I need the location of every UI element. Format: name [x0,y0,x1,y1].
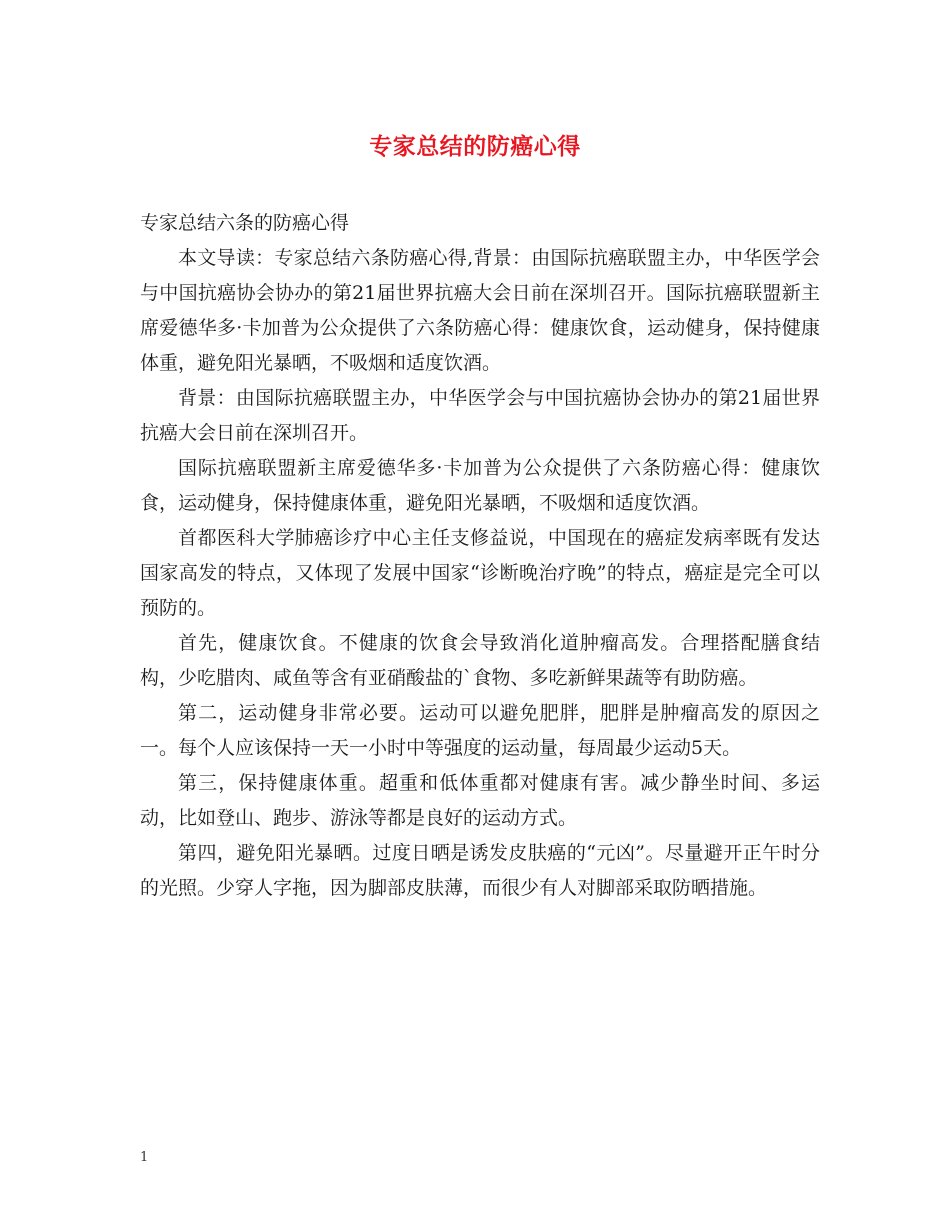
paragraph-background: 背景：由国际抗癌联盟主办，中华医学会与中国抗癌协会协办的第21届世界抗癌大会日前在深圳召开。 [140,387,820,444]
paragraph-six-tips: 国际抗癌联盟新主席爱德华多·卡加普为公众提供了六条防癌心得：健康饮食，运动健身，保持健康体重，避免阳光暴晒，不吸烟和适度饮酒。 [140,457,820,514]
paragraph-fourth-sun: 第四，避免阳光暴晒。过度日晒是诱发皮肤癌的“元凶”。尽量避开正午时分的光照。少穿人字拖，因为脚部皮肤薄，而很少有人对脚部采取防晒措施。 [140,842,820,899]
page-number: 1 [140,1150,149,1165]
paragraph-expert-comment: 首都医科大学肺癌诊疗中心主任支修益说，中国现在的癌症发病率既有发达国家高发的特点，又体现了发展中国家“诊断晚治疗晚”的特点，癌症是完全可以预防的。 [140,527,820,619]
document-title: 专家总结的防癌心得 [369,133,581,160]
paragraph-first-diet: 首先，健康饮食。不健康的饮食会导致消化道肿瘤高发。合理搭配膳食结构，少吃腊肉、咸鱼等含有亚硝酸盐的`食物、多吃新鲜果蔬等有助防癌。 [140,632,820,689]
document-subtitle: 专家总结六条的防癌心得 [140,212,350,234]
paragraph-intro: 本文导读：专家总结六条防癌心得,背景：由国际抗癌联盟主办，中华医学会与中国抗癌协会协办的第21届世界抗癌大会日前在深圳召开。国际抗癌联盟新主席爱德华多·卡加普为公众提供了六条防癌心得：健康饮食，运动健身，保持健康体重，避免阳光暴晒，不吸烟和适度饮酒。 [140,247,820,374]
paragraph-second-exercise: 第二，运动健身非常必要。运动可以避免肥胖，肥胖是肿瘤高发的原因之一。每个人应该保持一天一小时中等强度的运动量，每周最少运动5天。 [140,702,820,759]
document-body [140,206,820,906]
paragraph-third-weight: 第三，保持健康体重。超重和低体重都对健康有害。减少静坐时间、多运动，比如登山、跑步、游泳等都是良好的运动方式。 [140,772,820,829]
